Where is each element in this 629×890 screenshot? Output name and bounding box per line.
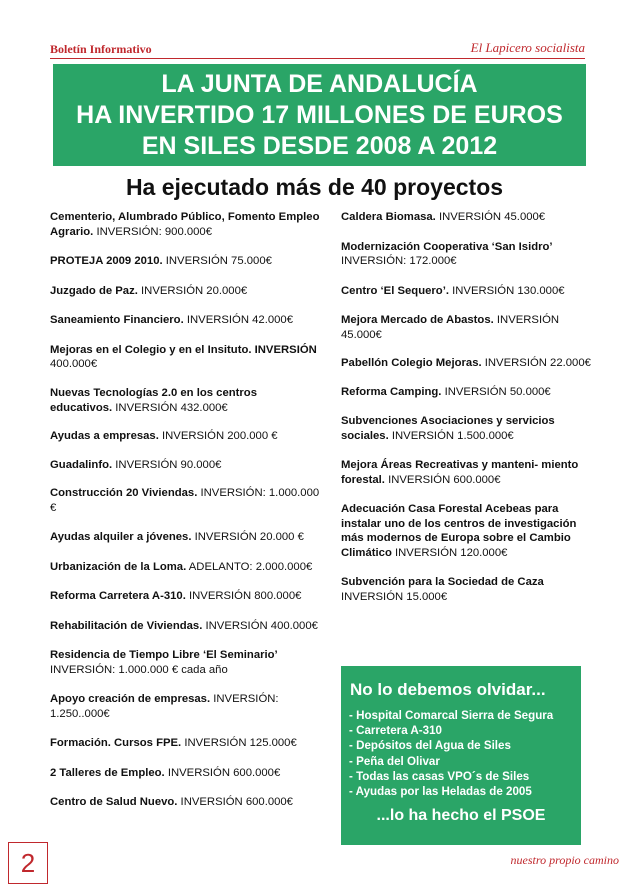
project-item bbox=[50, 386, 322, 415]
project-amount: INVERSIÓN 20.000 € bbox=[191, 531, 304, 543]
project-item bbox=[50, 343, 322, 372]
project-item bbox=[50, 254, 322, 269]
remember-item: - Todas las casas VPO´s de Siles bbox=[349, 769, 530, 783]
project-name: Cementerio, Alumbrado Público, Fomento Empleo Agrario. bbox=[50, 211, 320, 238]
project-item bbox=[50, 648, 322, 677]
project-name: Reforma Carretera A-310. bbox=[50, 590, 186, 602]
project-amount: INVERSIÓN 800.000€ bbox=[185, 590, 302, 602]
project-item bbox=[50, 619, 322, 634]
project-name: Urbanización de la Loma. bbox=[50, 560, 187, 573]
project-item bbox=[341, 284, 591, 299]
project-name: Guadalinfo. bbox=[50, 458, 113, 471]
headline-banner bbox=[53, 64, 586, 166]
project-amount: INVERSIÓN 45.000€ bbox=[435, 211, 546, 223]
project-item bbox=[341, 414, 591, 443]
motto: nuestro propio camino bbox=[510, 853, 619, 867]
project-amount: INVERSIÓN: 1.000.000 € cada año bbox=[50, 663, 228, 676]
project-amount: 400.000€ bbox=[50, 358, 98, 370]
project-amount: INVERSIÓN 22.000€ bbox=[481, 357, 591, 369]
project-item bbox=[50, 560, 322, 575]
project-item bbox=[50, 795, 322, 810]
remember-item: - Ayudas por las Heladas de 2005 bbox=[349, 785, 532, 799]
project-name: Mejoras en el Colegio y en el Insituto. INVERSIÓN bbox=[50, 343, 317, 356]
project-item bbox=[341, 210, 591, 225]
project-amount: ADELANTO: 2.000.000€ bbox=[186, 560, 313, 573]
project-name: Ayudas a empresas. bbox=[50, 430, 159, 442]
project-amount: INVERSIÓN: 172.000€ bbox=[341, 255, 457, 267]
project-amount: INVERSIÓN: 900.000€ bbox=[93, 225, 212, 238]
project-amount: INVERSIÓN 400.000€ bbox=[202, 619, 318, 632]
project-amount: INVERSIÓN 42.000€ bbox=[183, 314, 293, 326]
remember-title: No lo debemos olvidar... bbox=[350, 680, 546, 699]
project-amount: INVERSIÓN 130.000€ bbox=[448, 284, 565, 297]
headline-line-1: LA JUNTA DE ANDALUCÍA bbox=[161, 69, 478, 98]
project-name: Ayudas alquiler a jóvenes. bbox=[50, 531, 192, 543]
project-amount: INVERSIÓN 20.000€ bbox=[137, 284, 248, 297]
project-name: Construcción 20 Viviendas. bbox=[50, 487, 198, 499]
project-item bbox=[50, 530, 322, 545]
project-amount: INVERSIÓN 90.000€ bbox=[112, 458, 222, 471]
project-name: Centro de Salud Nuevo. bbox=[50, 796, 178, 808]
left-projects-column bbox=[50, 210, 322, 810]
remember-item: - Peña del Olivar bbox=[349, 754, 440, 768]
project-name: Juzgado de Paz. bbox=[50, 284, 138, 297]
project-name: Centro ‘El Sequero’. bbox=[341, 284, 449, 297]
remember-item: - Hospital Comarcal Sierra de Segura bbox=[349, 709, 554, 722]
remember-list bbox=[349, 708, 553, 799]
project-amount: INVERSIÓN 125.000€ bbox=[181, 737, 297, 749]
project-item bbox=[50, 589, 322, 604]
project-amount: INVERSIÓN 432.000€ bbox=[112, 401, 228, 414]
project-name: Subvenciones Asociaciones y servicios sociales. bbox=[341, 415, 555, 442]
remember-item: - Carretera A-310 bbox=[349, 724, 443, 738]
project-name: Mejora Áreas Recreativas y manteni- miento forestal. bbox=[341, 459, 579, 486]
project-item bbox=[50, 429, 322, 444]
project-name: 2 Talleres de Empleo. bbox=[50, 766, 165, 779]
project-amount: INVERSIÓN 50.000€ bbox=[441, 385, 551, 398]
project-name: Pabellón Colegio Mejoras. bbox=[341, 357, 482, 369]
project-amount: INVERSIÓN: 1.250..000€ bbox=[50, 693, 279, 720]
project-name: Rehabilitación de Viviendas. bbox=[50, 619, 203, 632]
subtitle: Ha ejecutado más de 40 proyectos bbox=[125, 174, 504, 200]
project-amount: INVERSIÓN 45.000€ bbox=[341, 314, 560, 341]
project-item bbox=[50, 458, 322, 473]
project-amount: INVERSIÓN 600.000€ bbox=[164, 766, 281, 779]
project-amount: INVERSIÓN 200.000 € bbox=[158, 430, 278, 442]
project-amount: INVERSIÓN: 1.000.000 € bbox=[50, 487, 320, 514]
project-amount: INVERSIÓN 120.000€ bbox=[391, 546, 508, 559]
project-name: Saneamiento Financiero. bbox=[50, 314, 184, 326]
project-name: PROTEJA 2009 2010. bbox=[50, 255, 163, 267]
project-item bbox=[50, 313, 322, 328]
right-projects-column bbox=[341, 210, 591, 604]
project-item bbox=[50, 210, 322, 239]
project-name: Adecuación Casa Forestal Acebeas para instalar uno de los centros de investigación más modernos de Europa sobre el Cambio Climático bbox=[341, 503, 577, 559]
project-name: Apoyo creación de empresas. bbox=[50, 693, 211, 705]
project-name: Formación. Cursos FPE. bbox=[50, 737, 182, 749]
project-name: Mejora Mercado de Abastos. bbox=[341, 314, 494, 326]
project-item bbox=[341, 313, 591, 342]
header-rule bbox=[50, 58, 585, 59]
project-amount: INVERSIÓN 600.000€ bbox=[384, 473, 501, 486]
project-item bbox=[341, 575, 591, 604]
project-amount: INVERSIÓN 600.000€ bbox=[177, 796, 293, 808]
remember-footer: ...lo ha hecho el PSOE bbox=[376, 807, 546, 824]
remember-item: - Depósitos del Agua de Siles bbox=[349, 739, 511, 753]
project-name: Nuevas Tecnologías 2.0 en los centros educativos. bbox=[50, 387, 257, 414]
project-item bbox=[50, 692, 322, 721]
newsletter-label: Boletín Informativo bbox=[50, 42, 152, 56]
project-item bbox=[50, 284, 322, 299]
project-item bbox=[50, 766, 322, 781]
project-item bbox=[50, 736, 322, 751]
project-amount: INVERSIÓN 75.000€ bbox=[162, 255, 272, 267]
project-item bbox=[341, 458, 591, 487]
headline-line-2: HA INVERTIDO 17 MILLONES DE EUROS bbox=[76, 100, 563, 129]
project-name: Reforma Camping. bbox=[341, 385, 442, 398]
project-name: Subvención para la Sociedad de Caza bbox=[341, 576, 544, 588]
project-amount: INVERSIÓN 15.000€ bbox=[341, 590, 448, 603]
project-name: Residencia de Tiempo Libre ‘El Seminario’ bbox=[50, 649, 278, 661]
project-item bbox=[341, 502, 591, 560]
project-name: Modernización Cooperativa ‘San Isidro’ bbox=[341, 240, 553, 253]
project-name: Caldera Biomasa. bbox=[341, 211, 436, 223]
project-item bbox=[341, 240, 591, 269]
remember-box bbox=[341, 666, 581, 845]
project-amount: INVERSIÓN 1.500.000€ bbox=[388, 429, 514, 442]
project-item bbox=[50, 486, 322, 515]
headline-line-3: EN SILES DESDE 2008 A 2012 bbox=[141, 131, 498, 160]
page-number: 2 bbox=[8, 842, 48, 884]
publication-name: El Lapicero socialista bbox=[470, 40, 585, 55]
project-item bbox=[341, 385, 591, 400]
project-item bbox=[341, 356, 591, 371]
